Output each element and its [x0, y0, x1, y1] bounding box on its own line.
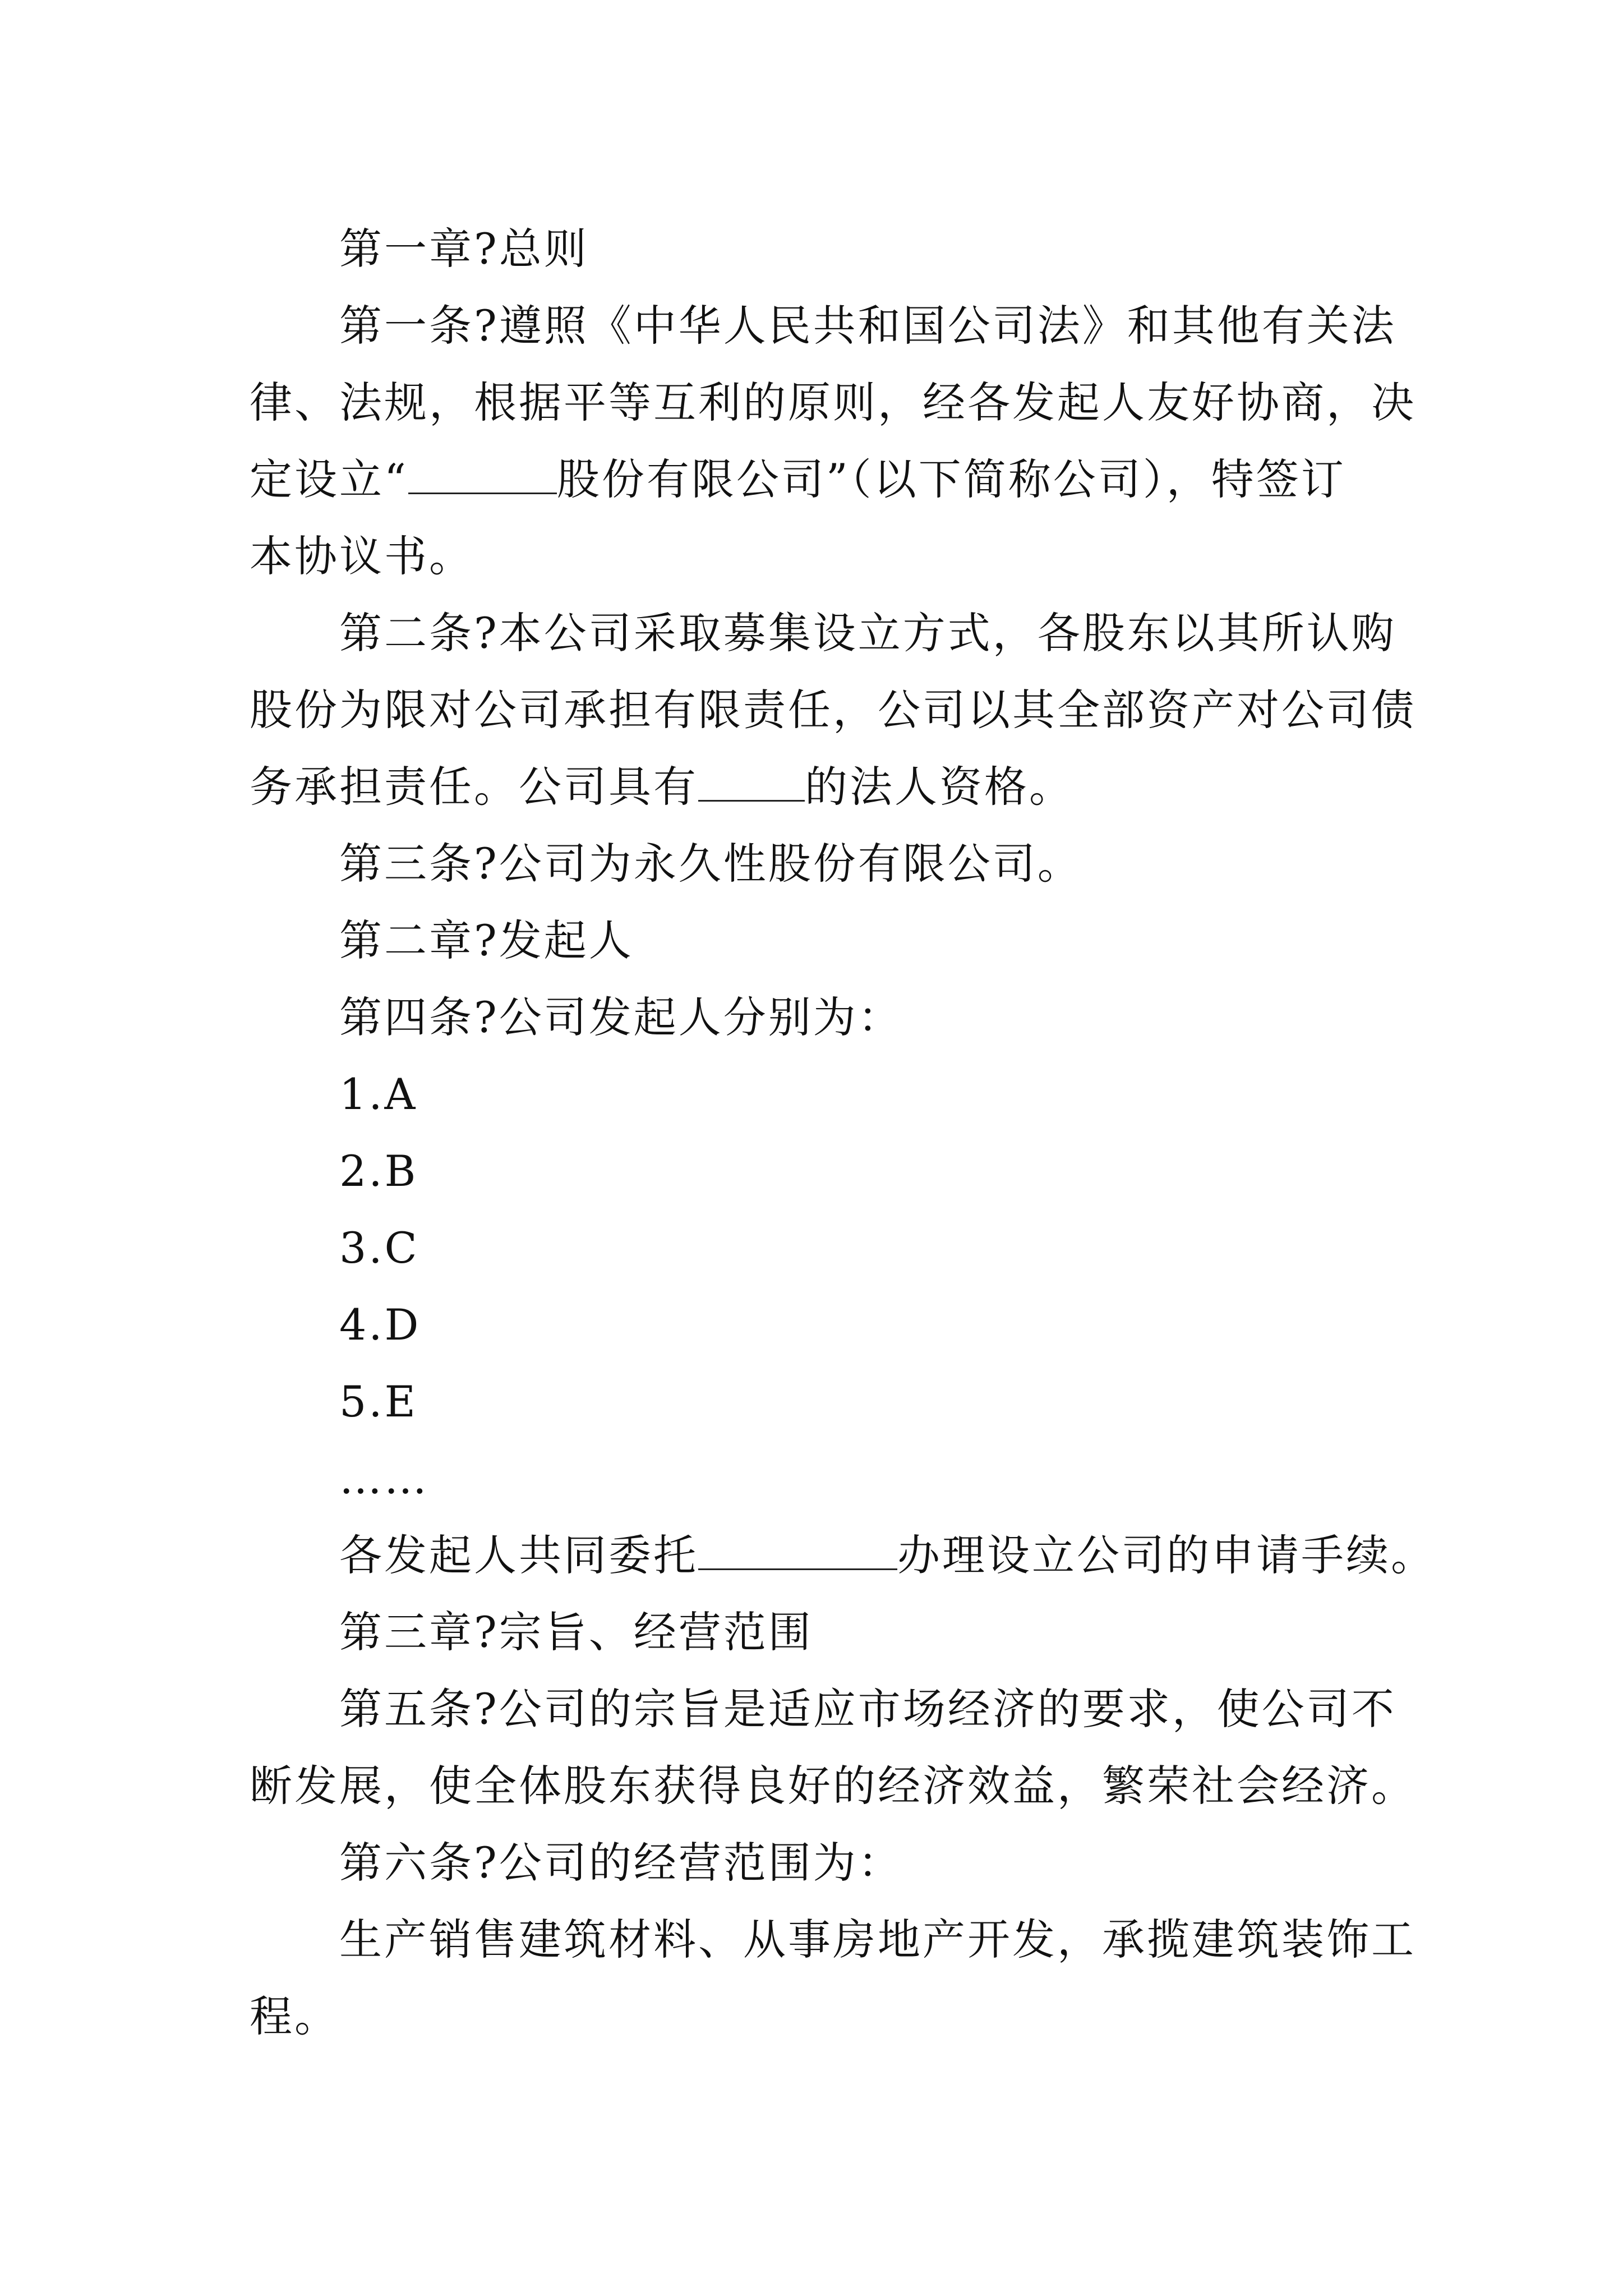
article-6: 第六条?公司的经营范围为： — [339, 1838, 903, 1888]
chapter-1-heading: 第一章?总则 — [339, 224, 589, 274]
article-5-line-2: 断发展，使全体股东获得良好的经济效益，繁荣社会经济。 — [250, 1761, 1416, 1811]
entrust-line — [250, 1517, 1436, 1594]
article-5-line-1: 第五条?公司的宗旨是适应市场经济的要求，使公司不 — [339, 1684, 1396, 1734]
agent-blank — [698, 1531, 897, 1570]
legal-status-blank — [698, 763, 805, 802]
article-3: 第三条?公司为永久性股份有限公司。 — [339, 839, 1082, 889]
article-2-line-3-end: 的法人资格。 — [805, 762, 1074, 812]
promoter-item: 2.B — [339, 1146, 418, 1196]
article-2-line-1: 第二条?本公司采取募集设立方式，各股东以其所认购 — [339, 608, 1396, 658]
entrust-line-start: 各发起人共同委托 — [339, 1530, 698, 1580]
article-2-line-3-start: 务承担责任。公司具有 — [250, 762, 698, 812]
business-scope-line-2: 程。 — [250, 1991, 339, 2041]
article-2-line-3 — [250, 748, 1394, 825]
promoter-item: 3.C — [339, 1223, 419, 1273]
article-1-line-3-end: 股份有限公司”（以下简称公司），特签订 — [556, 454, 1346, 504]
business-scope-line-1: 生产销售建筑材料、从事房地产开发，承揽建筑装饰工 — [339, 1915, 1416, 1964]
document-body — [250, 210, 1436, 2055]
promoter-item: 5.E — [339, 1377, 418, 1427]
article-1-line-3 — [250, 441, 1394, 518]
ellipsis: …… — [339, 1453, 429, 1503]
article-1-line-3-start: 定设立“ — [250, 454, 408, 504]
chapter-3-heading: 第三章?宗旨、经营范围 — [339, 1607, 813, 1657]
article-1-line-1: 第一条?遵照《中华人民共和国公司法》和其他有关法 — [339, 301, 1396, 351]
article-4: 第四条?公司发起人分别为： — [339, 992, 903, 1042]
article-1-line-4: 本协议书。 — [250, 531, 474, 581]
article-2-line-2: 股份为限对公司承担有限责任，公司以其全部资产对公司债 — [250, 685, 1416, 735]
company-name-blank — [408, 455, 557, 494]
article-1-line-2: 律、法规，根据平等互利的原则，经各发起人友好协商，决 — [250, 378, 1416, 427]
promoter-item: 4.D — [339, 1300, 421, 1350]
chapter-2-heading: 第二章?发起人 — [339, 915, 634, 965]
entrust-line-end: 办理设立公司的申请手续。 — [897, 1530, 1436, 1580]
promoter-item: 1.A — [339, 1069, 418, 1119]
